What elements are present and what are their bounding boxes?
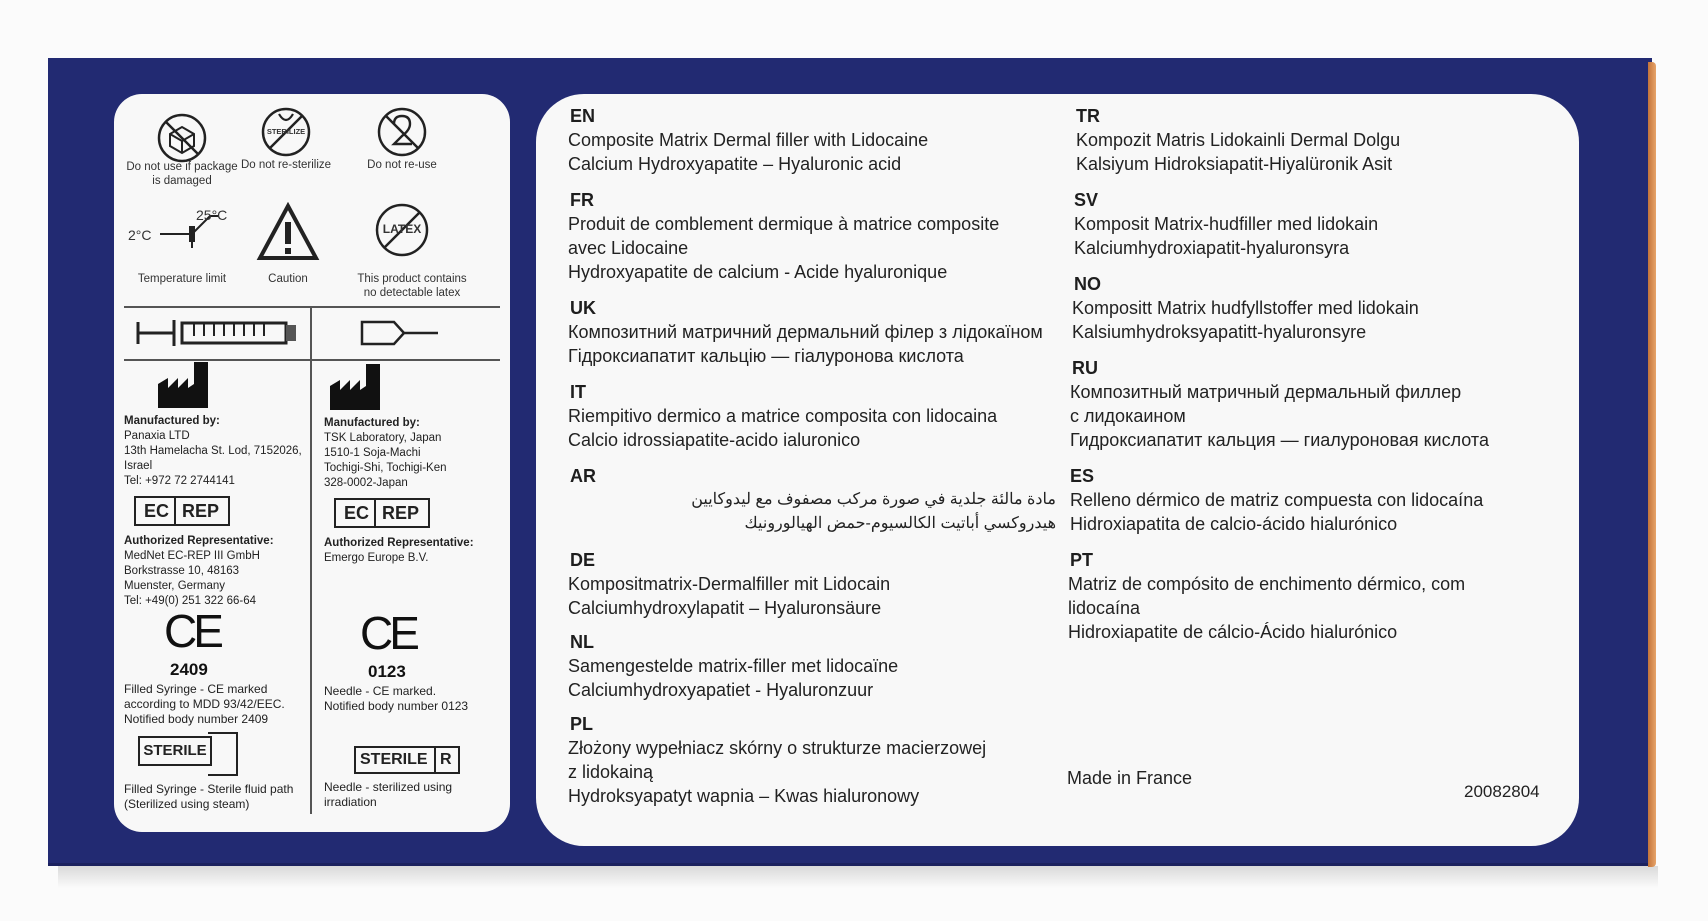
ce-note-line: Notified body number 0123: [324, 699, 469, 713]
ec-label: EC: [144, 501, 170, 521]
sterile-steam-frame: [208, 732, 238, 776]
lang-text-uk: [568, 320, 1043, 368]
lang-line: с лидокаином: [1070, 406, 1186, 426]
ce-mark: CE: [360, 607, 416, 659]
sterile-r-label: R: [440, 751, 452, 768]
lang-line: Riempitivo dermico a matrice composita con lidocaina: [568, 406, 998, 426]
manufacturer-icon: [158, 362, 208, 408]
divider-vertical: [310, 306, 312, 814]
temp-low-label: 2°C: [128, 227, 152, 243]
lang-line: Złożony wypełniacz skórny o strukturze macierzowej: [568, 738, 987, 758]
temp-high-label: 25°C: [196, 207, 228, 223]
lang-text-sv: [1074, 212, 1378, 260]
syringe-sterile-note: [124, 782, 308, 812]
do-not-reuse-icon: [376, 106, 428, 158]
symbols-panel: [114, 94, 510, 832]
temp-caption: Temperature limit: [137, 273, 227, 285]
needle-icon: [360, 316, 440, 350]
language-panel: [536, 94, 1579, 846]
lang-line: Komposit Matrix-hudfiller med lidokain: [1074, 214, 1379, 234]
authorized-rep-line: Muenster, Germany: [124, 580, 225, 592]
lang-code-ru: RU: [1072, 358, 1098, 378]
rep-label: REP: [182, 501, 220, 521]
lang-line: Produit de comblement dermique à matrice composite: [568, 214, 1000, 234]
manufacturer-line: Panaxia LTD: [124, 430, 190, 442]
manufacturer-line: 13th Hamelacha St. Lod, 7152026,: [124, 445, 302, 457]
manufacturer-icon: [330, 364, 380, 410]
lang-code-ar: AR: [570, 466, 596, 486]
lang-code-sv: SV: [1074, 190, 1099, 210]
lang-code-pl: PL: [570, 714, 594, 734]
lang-code-en: EN: [570, 106, 596, 126]
sterile-note-line: Filled Syringe - Sterile fluid path: [124, 782, 294, 796]
lang-code-tr: TR: [1076, 106, 1100, 126]
authorized-rep-line: MedNet EC-REP III GmbH: [124, 550, 260, 562]
authorized-rep-line: Borkstrasse 10, 48163: [124, 565, 240, 577]
damaged-package-icon: [156, 112, 208, 164]
lang-code-de: DE: [570, 550, 596, 570]
lang-line: Calciumhydroxylapatit – Hyaluronsäure: [568, 598, 882, 618]
caution-caption: Caution: [268, 273, 308, 285]
divider-horizontal-2: [124, 359, 500, 361]
lang-line: Matriz de compósito de enchimento dérmico, com: [1068, 574, 1466, 594]
lang-text-fr: [568, 212, 999, 284]
needle-sterile-note: [324, 780, 508, 810]
manufacturer-title: Manufactured by:: [124, 415, 220, 427]
lang-line: Гидроксиапатит кальция — гиалуроновая кислота: [1070, 430, 1489, 450]
ec-rep-mark: [134, 496, 230, 526]
lang-code-it: IT: [570, 382, 586, 402]
ce-note-line: according to MDD 93/42/EEC.: [124, 697, 285, 711]
sterile-note-line: (Sterilized using steam): [124, 797, 250, 811]
manufacturer-line: TSK Laboratory, Japan: [324, 432, 442, 444]
lang-line: مادة مالئة جلدية في صورة مركب مصفوف مع ليدوكايين: [691, 491, 1056, 508]
needle-ce-note: [324, 684, 508, 714]
lang-line: lidocaína: [1068, 598, 1141, 618]
lang-text-es: [1070, 488, 1483, 536]
lang-line: Calcio idrossiapatite-acido ialuronico: [568, 430, 861, 450]
notified-body-number: 2409: [170, 660, 208, 679]
manufacturer-line: Tochigi-Shi, Tochigi-Ken: [324, 462, 447, 474]
lang-line: Hydroksyapatyt wapnia – Kwas hialuronowy: [568, 786, 920, 806]
rep-label: REP: [382, 503, 420, 523]
sterile-label: STERILE: [360, 751, 428, 768]
lang-text-ar: [676, 488, 1056, 536]
lang-line: Гідроксиапатит кальцію — гіалуронова кислота: [568, 346, 964, 366]
lang-code-nl: NL: [570, 632, 594, 652]
lang-text-ru: [1070, 380, 1489, 452]
resterilize-mark: STERILIZE: [266, 127, 306, 136]
lang-line: Calciumhydroxyapatiet - Hyaluronzuur: [568, 680, 874, 700]
authorized-rep-line: Emergo Europe B.V.: [324, 552, 429, 564]
lang-line: Hydroxyapatite de calcium - Acide hyaluronique: [568, 262, 948, 282]
syringe-ce-note: [124, 682, 308, 727]
ce-note-line: Notified body number 2409: [124, 712, 269, 726]
authorized-rep-line: Tel: +49(0) 251 322 66-64: [124, 595, 257, 607]
needle-authorized-rep: [324, 536, 504, 566]
sterile-r-mark: [354, 746, 460, 774]
lang-line: Samengestelde matrix-filler met lidocaïne: [568, 656, 899, 676]
syringe-icon: [136, 316, 298, 350]
divider-horizontal-1: [124, 306, 500, 308]
box-side-edge: [1648, 62, 1656, 867]
lang-text-it: [568, 404, 997, 452]
lang-code-fr: FR: [570, 190, 594, 210]
manufacturer-line: Israel: [124, 460, 153, 472]
sterile-note-line: irradiation: [324, 795, 377, 809]
ec-label: EC: [344, 503, 370, 523]
lang-line: Relleno dérmico de matriz compuesta con lidocaína: [1070, 490, 1484, 510]
syringe-authorized-rep: [124, 534, 304, 609]
sterile-note-line: Needle - sterilized using: [324, 780, 453, 794]
lang-code-pt: PT: [1070, 550, 1094, 570]
lang-line: Kompozit Matris Lidokainli Dermal Dolgu: [1076, 130, 1401, 150]
ec-rep-mark: [334, 498, 430, 528]
lang-text-de: [568, 572, 890, 620]
lang-line: Hidroxiapatite de cálcio-Ácido hialurónico: [1068, 622, 1398, 642]
sterile-steam-mark: STERILE: [138, 736, 212, 766]
lang-line: Composite Matrix Dermal filler with Lidocaine: [568, 130, 929, 150]
lang-code-no: NO: [1074, 274, 1101, 294]
lang-code-es: ES: [1070, 466, 1095, 486]
manufacturer-line: Tel: +972 72 2744141: [124, 475, 235, 487]
ce-mark: CE: [164, 605, 220, 657]
lang-line: Calcium Hydroxyapatite – Hyaluronic acid: [568, 154, 902, 174]
made-in-label: Made in France: [1067, 768, 1193, 788]
manufacturer-line: 1510-1 Soja-Machi: [324, 447, 421, 459]
lang-line: Hidroxiapatita de calcio-ácido hialurónico: [1070, 514, 1398, 534]
reuse-caption: Do not re-use: [367, 159, 437, 171]
lang-line: Kompositmatrix-Dermalfiller mit Lidocain: [568, 574, 891, 594]
resterilize-caption: Do not re-sterilize: [240, 159, 332, 171]
lot-number: 20082804: [1464, 782, 1540, 801]
latex-mark: LATEX: [382, 222, 422, 236]
lang-text-en: [568, 128, 928, 176]
lang-line: Kompositt Matrix hudfyllstoffer med lidokain: [1072, 298, 1419, 318]
lang-text-pt: [1068, 572, 1465, 644]
authorized-rep-title: Authorized Representative:: [324, 537, 474, 549]
ce-note-line: Needle - CE marked.: [324, 684, 437, 698]
lang-line: Kalsiyum Hidroksiapatit-Hiyalüronik Asit: [1076, 154, 1393, 174]
lang-line: Композитний матричний дермальний філер з лідокаїном: [568, 322, 1043, 342]
lang-text-pl: [568, 736, 986, 808]
lang-line: avec Lidocaine: [568, 238, 689, 258]
lang-code-uk: UK: [570, 298, 596, 318]
needle-manufacturer: [324, 416, 504, 491]
lang-text-no: [1072, 296, 1419, 344]
lang-line: z lidokainą: [568, 762, 654, 782]
lang-text-tr: [1076, 128, 1400, 176]
lang-line: Kalsiumhydroksyapatitt-hyaluronsyre: [1072, 322, 1367, 342]
lang-line: Kalciumhydroxiapatit-hyaluronsyra: [1074, 238, 1350, 258]
box-shadow: [58, 866, 1658, 888]
manufacturer-title: Manufactured by:: [324, 417, 420, 429]
latex-caption: This product contains no detectable latex: [357, 273, 467, 299]
manufacturer-line: 328-0002-Japan: [324, 477, 408, 489]
damaged-caption: Do not use if package is damaged: [126, 161, 238, 187]
lang-text-nl: [568, 654, 898, 702]
ce-note-line: Filled Syringe - CE marked: [124, 682, 268, 696]
notified-body-number: 0123: [368, 662, 406, 681]
caution-icon: [256, 202, 320, 262]
lang-line: هيدروكسي أباتيت الكالسيوم-حمض الهيالورونيك: [744, 515, 1056, 532]
syringe-manufacturer: [124, 414, 304, 489]
authorized-rep-title: Authorized Representative:: [124, 535, 274, 547]
lang-line: Композитный матричный дермальный филлер: [1070, 382, 1462, 402]
